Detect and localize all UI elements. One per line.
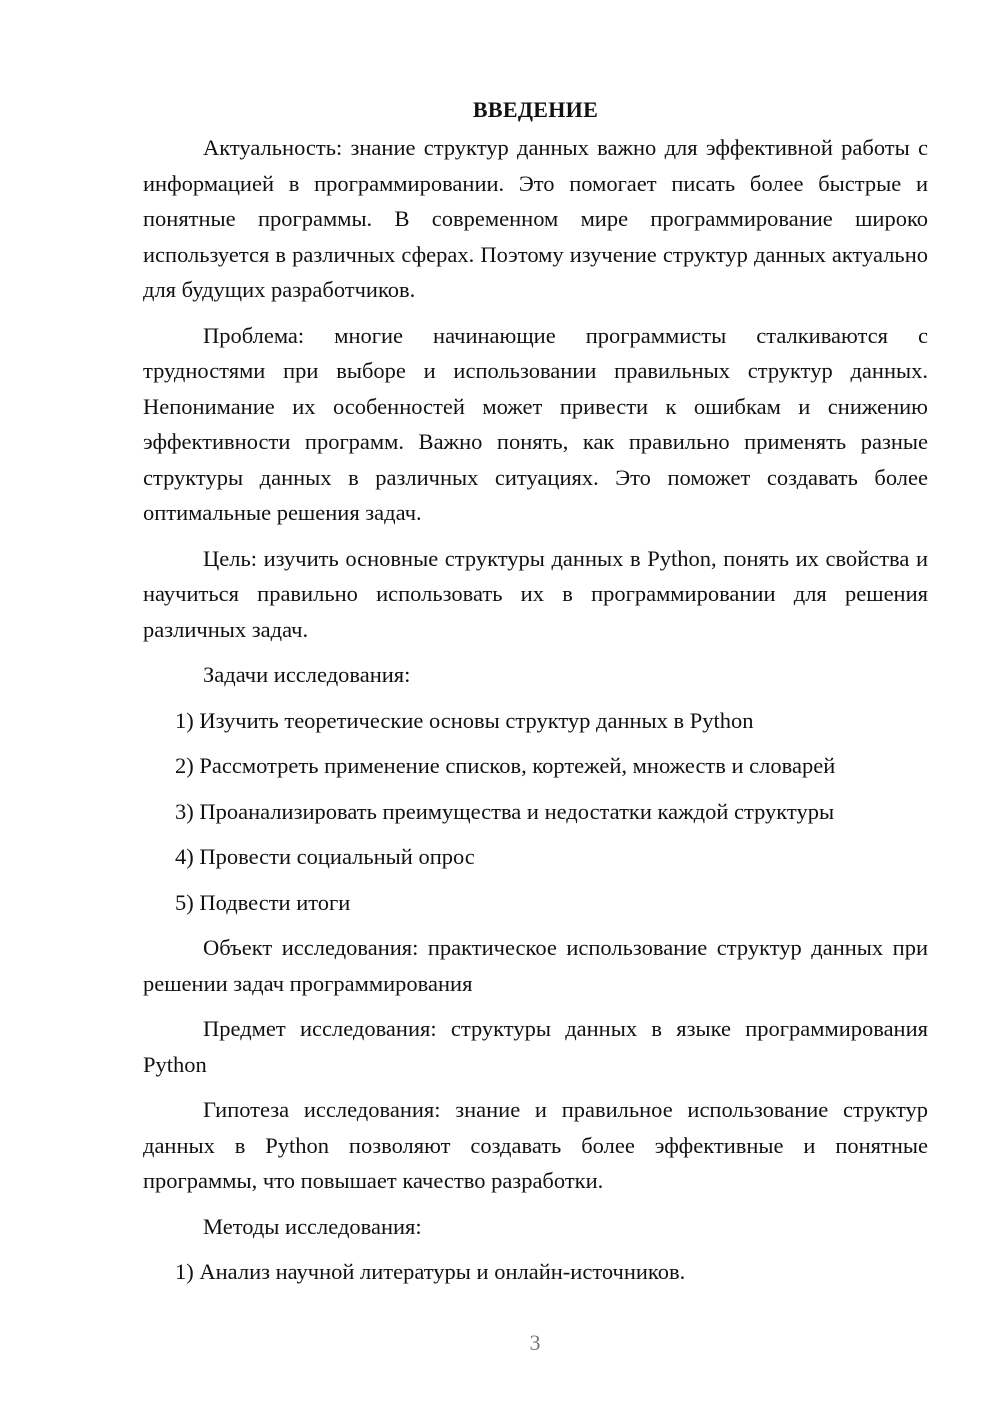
page-number: 3 — [529, 1330, 541, 1355]
subject-paragraph: Предмет исследования: структуры данных в языке программирования Python — [143, 1016, 928, 1077]
methods-list — [143, 1254, 928, 1290]
goal-paragraph: Цель: изучить основные структуры данных в Python, понять их свойства и научиться правильно использовать их в программировании для решения различных задач. — [143, 545, 928, 642]
methods-heading: Методы исследования: — [203, 1213, 422, 1239]
object-paragraph: Объект исследования: практическое использование структур данных при решении задач программирования — [143, 935, 928, 996]
section-title: ВВЕДЕНИЕ — [472, 97, 599, 122]
hypothesis-paragraph: Гипотеза исследования: знание и правильное использование структур данных в Python позволяют создавать более эффективные и понятные программы, что повышает качество разработки. — [143, 1097, 928, 1193]
tasks-list — [143, 703, 928, 921]
list-item: 1) Изучить теоретические основы структур данных в Python — [175, 707, 754, 733]
list-item: 4) Провести социальный опрос — [175, 844, 475, 869]
relevance-paragraph: Актуальность: знание структур данных важно для эффективной работы с информацией в программировании. Это помогает писать более быстрые и понятные программы. В современном мире программирование широко используется в различных сферах. Поэтому изучение структур данных актуально для будущих разработчиков. — [143, 135, 928, 302]
problem-paragraph: Проблема: многие начинающие программисты сталкиваются с трудностями при выборе и использовании правильных структур данных. Непонимание их особенностей может привести к ошибкам и снижению эффективности программ. Важно понять, как правильно применять разные структуры данных в различных ситуациях. Это поможет создавать более оптимальные решения задач. — [143, 322, 928, 525]
list-item: 2) Рассмотреть применение списков, кортежей, множеств и словарей — [175, 753, 836, 778]
list-item: 5) Подвести итоги — [175, 889, 351, 915]
list-item: 3) Проанализировать преимущества и недостатки каждой структуры — [175, 798, 835, 824]
list-item: 1) Анализ научной литературы и онлайн-источников. — [175, 1259, 686, 1284]
document-page — [143, 92, 928, 1300]
tasks-heading: Задачи исследования: — [203, 662, 411, 687]
